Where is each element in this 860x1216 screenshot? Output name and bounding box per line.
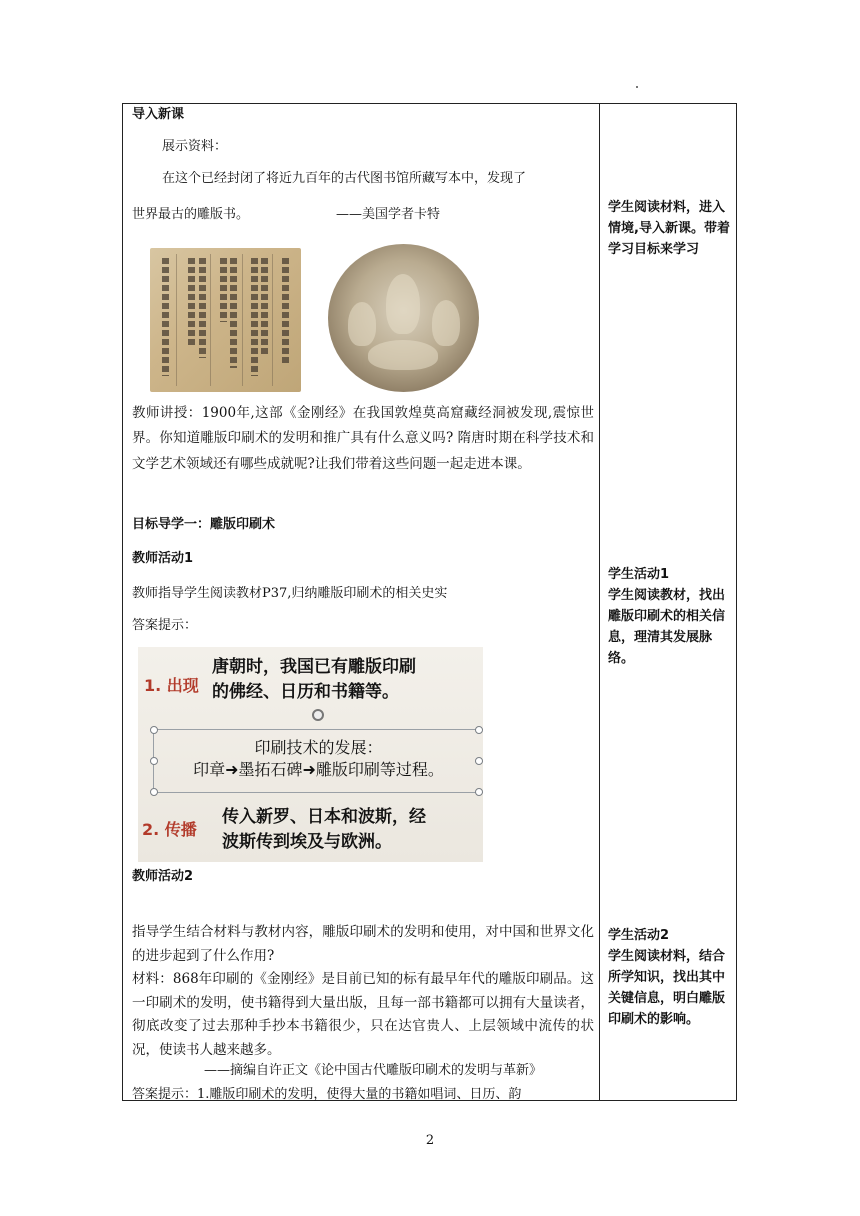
slide-label-appear: 1. 出现: [144, 676, 199, 695]
student-note3: 学生活动2 学生阅读材料，结合所学知识，找出其中关键信息，明白雕版印刷术的影响。: [608, 928, 726, 1027]
student-note1: 学生阅读材料，进入情境,导入新课。带着学习目标来学习: [608, 200, 730, 257]
slide-text2-line2: 波斯传到埃及与欧洲。: [222, 832, 392, 852]
answer-hint2: 答案提示：1.雕版印刷术的发明，使得大量的书籍如唱词、日历、韵: [132, 1087, 522, 1102]
quote-line1: 在这个已经封闭了将近九百年的古代图书馆所藏写本中，发现了: [162, 171, 527, 186]
material-text: 材料：868年印刷的《金刚经》是目前已知的标有最早年代的雕版印刷品。这一印刷术的发明，使书籍得到大量出版，且每一部书籍都可以拥有大量读者，彻底改变了过去那种手抄本书籍很少，只在达官贵人、上层领域中流传的状况，使读书人越来越多。: [132, 971, 594, 1058]
lesson-table: [122, 103, 737, 1101]
slide-rotate-handle: [312, 709, 324, 721]
answer-hint1: 答案提示：: [132, 618, 198, 633]
slide-text2-line1: 传入新罗、日本和波斯，经: [222, 807, 426, 827]
activity2-text: 指导学生结合材料与教材内容，雕版印刷术的发明和使用，对中国和世界文化的进步起到了什么作用?: [132, 924, 594, 964]
top-dot-mark: [636, 86, 638, 88]
diamond-sutra-frontispiece-image: [328, 244, 479, 392]
slide-mid-line2: 印章➜墨拓石碑➜雕版印刷等过程。: [193, 760, 444, 779]
slide-mid-line1: 印刷技术的发展：: [254, 738, 383, 757]
activity2-title: 教师活动2: [132, 869, 194, 884]
material-source: ——摘编自许正文《论中国古代雕版印刷术的发明与革新》: [204, 1063, 543, 1078]
slide-text1-line1: 唐朝时，我国已有雕版印刷: [212, 657, 416, 677]
slide-text1-line2: 的佛经、日历和书籍等。: [212, 682, 399, 702]
diamond-sutra-text-image: [150, 248, 301, 392]
teacher-column: [132, 104, 594, 1100]
column-divider: [599, 104, 600, 1100]
student-column: [608, 104, 734, 1100]
slide-label-spread: 2. 传播: [142, 820, 197, 839]
page-number: 2: [425, 1133, 435, 1148]
activity1-title: 教师活动1: [132, 551, 194, 566]
section1-title: 导入新课: [132, 107, 185, 122]
show-material-label: 展示资料：: [162, 139, 228, 154]
quote-source: ——美国学者卡特: [336, 207, 441, 222]
quote-line2: 世界最古的雕版书。: [132, 207, 250, 222]
goal1-title: 目标导学一：雕版印刷术: [132, 517, 276, 532]
activity1-text: 教师指导学生阅读教材P37,归纳雕版印刷术的相关史实: [132, 586, 448, 601]
student-note2: 学生活动1 学生阅读教材，找出雕版印刷术的相关信息，理清其发展脉络。: [608, 567, 726, 666]
teacher-talk: 教师讲授：1900年,这部《金刚经》在我国敦煌莫高窟藏经洞被发现,震惊世界。你知道雕版印刷术的发明和推广具有什么意义吗? 隋唐时期在科学技术和文学艺术领域还有哪些成就呢?让我们带着这些问题一起走进本课。: [132, 405, 594, 472]
answer-slide-image: [138, 647, 483, 862]
